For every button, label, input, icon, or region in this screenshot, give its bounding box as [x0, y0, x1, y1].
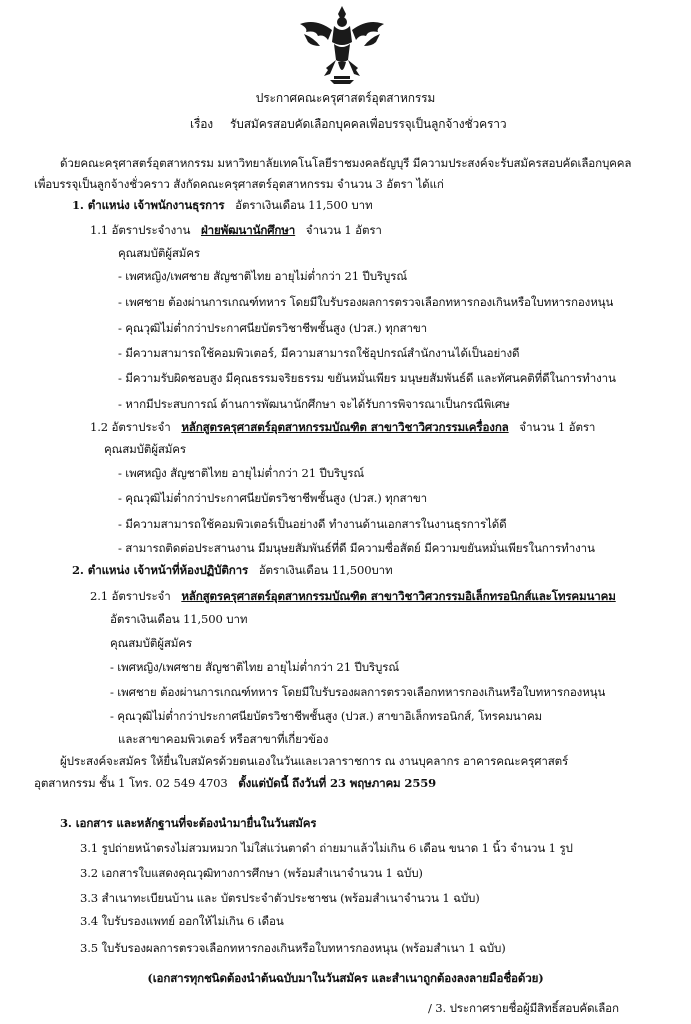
position-1-1-qual: - มีความรับผิดชอบสูง มีคุณธรรมจริยธรรม ขยันหมั่นเพียร มนุษยสัมพันธ์ดี และทัศนคติที่ดีในการทำงาน — [118, 371, 616, 385]
position-1-2-qual: - เพศหญิง สัญชาติไทย อายุไม่ต่ำกว่า 21 ปีบริบูรณ์ — [118, 466, 364, 480]
position-1-2-qual-title: คุณสมบัติผู้สมัคร — [104, 442, 186, 456]
position-1-title: 1. ตำแหน่ง เจ้าพนักงานธุรการ — [72, 198, 225, 212]
position-1-1-qual: - คุณวุฒิไม่ต่ำกว่าประกาศนียบัตรวิชาชีพชั้นสูง (ปวส.) ทุกสาขา — [118, 321, 427, 335]
position-2-1-qual-title: คุณสมบัติผู้สมัคร — [110, 636, 192, 650]
position-1-1-unit: ฝ่ายพัฒนานักศึกษา — [200, 223, 296, 237]
apply-deadline: ตั้งแต่บัดนี้ ถึงวันที่ 23 พฤษภาคม 2559 — [238, 776, 437, 790]
position-1-2-heading — [90, 419, 595, 435]
position-1-1-qual: - หากมีประสบการณ์ ด้านการพัฒนานักศึกษา จะได้รับการพิจารณาเป็นกรณีพิเศษ — [118, 397, 510, 411]
position-2-salary: อัตราเงินเดือน 11,500บาท — [258, 563, 393, 577]
position-2-1-salary: อัตราเงินเดือน 11,500 บาท — [110, 612, 248, 626]
position-1-2-count: จำนวน 1 อัตรา — [519, 420, 596, 434]
position-1-1-qual: - มีความสามารถใช้คอมพิวเตอร์, มีความสามารถใช้อุปกรณ์สำนักงานได้เป็นอย่างดี — [118, 346, 520, 360]
position-2-1-qual: - เพศชาย ต้องผ่านการเกณฑ์ทหาร โดยมีใบรับรองผลการตรวจเลือกทหารกองเกินหรือใบทหารกองหนุน — [110, 685, 606, 699]
position-2-title: 2. ตำแหน่ง เจ้าหน้าที่ห้องปฏิบัติการ — [72, 563, 249, 577]
position-2-1-qual: - คุณวุฒิไม่ต่ำกว่าประกาศนียบัตรวิชาชีพชั้นสูง (ปวส.) สาขาอิเล็กทรอนิกส์, โทรคมนาคม — [110, 709, 543, 723]
position-1-2-prefix: 1.2 อัตราประจำ — [90, 420, 171, 434]
position-1-2-qual: - คุณวุฒิไม่ต่ำกว่าประกาศนียบัตรวิชาชีพชั้นสูง (ปวส.) ทุกสาขา — [118, 491, 427, 505]
apply-line-2 — [34, 775, 436, 791]
documents-note: (เอกสารทุกชนิดต้องนำต้นฉบับมาในวันสมัคร และสำเนาถูกต้องลงลายมือชื่อด้วย) — [147, 971, 544, 985]
position-2-1-qual: และสาขาคอมพิวเตอร์ หรือสาขาที่เกี่ยวข้อง — [118, 732, 329, 746]
apply-line-1: ผู้ประสงค์จะสมัคร ให้ยื่นใบสมัครด้วยตนเองในวันและเวลาราชการ ณ งานบุคลากร อาคารคณะครุศาสตร์ — [60, 754, 569, 768]
intro-line-1: ด้วยคณะครุศาสตร์อุตสาหกรรม มหาวิทยาลัยเทคโนโลยีราชมงคลธัญบุรี มีความประสงค์จะรับสมัครสอบคัดเลือกบุคคล — [60, 156, 632, 170]
document-item: 3.3 สำเนาทะเบียนบ้าน และ บัตรประจำตัวประชาชน (พร้อมสำเนาจำนวน 1 ฉบับ) — [80, 891, 480, 905]
document-item: 3.4 ใบรับรองแพทย์ ออกให้ไม่เกิน 6 เดือน — [80, 914, 284, 928]
garuda-seal-icon — [294, 4, 390, 86]
position-2-heading — [72, 562, 392, 578]
document-item: 3.1 รูปถ่ายหน้าตรงไม่สวมหมวก ไม่ใส่แว่นตาดำ ถ่ายมาแล้วไม่เกิน 6 เดือน ขนาด 1 นิ้ว จำนวน 1 รูป — [80, 841, 573, 855]
document-item: 3.5 ใบรับรองผลการตรวจเลือกทหารกองเกินหรือใบทหารกองหนุน (พร้อมสำเนา 1 ฉบับ) — [80, 941, 506, 955]
subject-text: รับสมัครสอบคัดเลือกบุคคลเพื่อบรรจุเป็นลูกจ้างชั่วคราว — [230, 117, 507, 131]
position-1-1-heading — [90, 222, 382, 238]
subject-label: เรื่อง — [190, 117, 214, 131]
document-item: 3.2 เอกสารใบแสดงคุณวุฒิทางการศึกษา (พร้อมสำเนาจำนวน 1 ฉบับ) — [80, 866, 423, 880]
position-1-1-count: จำนวน 1 อัตรา — [305, 223, 382, 237]
position-1-1-qual-title: คุณสมบัติผู้สมัคร — [118, 246, 200, 260]
position-2-1-prefix: 2.1 อัตราประจำ — [90, 589, 171, 603]
intro-line-2: เพื่อบรรจุเป็นลูกจ้างชั่วคราว สังกัดคณะครุศาสตร์อุตสาหกรรม จำนวน 3 อัตรา ได้แก่ — [34, 177, 444, 191]
position-1-2-qual: - สามารถติดต่อประสานงาน มีมนุษยสัมพันธ์ที่ดี มีความซื่อสัตย์ มีความขยันหมั่นเพียรในการทำงาน — [118, 541, 595, 555]
position-2-1-unit: หลักสูตรครุศาสตร์อุตสาหกรรมบัณฑิต สาขาวิชาวิศวกรรมอิเล็กทรอนิกส์และโทรคมนาคม — [181, 589, 616, 603]
apply-contact: อุตสาหกรรม ชั้น 1 โทร. 02 549 4703 — [34, 776, 228, 790]
continued-footer: / 3. ประกาศรายชื่อผู้มีสิทธิ์สอบคัดเลือก — [428, 1001, 619, 1015]
position-1-heading — [72, 197, 372, 213]
position-1-2-qual: - มีความสามารถใช้คอมพิวเตอร์เป็นอย่างดี ทำงานด้านเอกสารในงานธุรการได้ดี — [118, 517, 507, 531]
position-2-1-heading — [90, 588, 616, 604]
position-1-1-qual: - เพศชาย ต้องผ่านการเกณฑ์ทหาร โดยมีใบรับรองผลการตรวจเลือกทหารกองเกินหรือใบทหารกองหนุน — [118, 295, 614, 309]
position-1-salary: อัตราเงินเดือน 11,500 บาท — [235, 198, 373, 212]
position-1-1-qual: - เพศหญิง/เพศชาย สัญชาติไทย อายุไม่ต่ำกว่า 21 ปีบริบูรณ์ — [118, 269, 407, 283]
announcement-title: ประกาศคณะครุศาสตร์อุตสาหกรรม — [255, 91, 436, 105]
documents-title: 3. เอกสาร และหลักฐานที่จะต้องนำมายื่นในวันสมัคร — [60, 816, 317, 830]
position-1-1-prefix: 1.1 อัตราประจำงาน — [90, 223, 191, 237]
position-1-2-unit: หลักสูตรครุศาสตร์อุตสาหกรรมบัณฑิต สาขาวิชาวิศวกรรมเครื่องกล — [181, 420, 509, 434]
position-2-1-qual: - เพศหญิง/เพศชาย สัญชาติไทย อายุไม่ต่ำกว่า 21 ปีบริบูรณ์ — [110, 660, 399, 674]
